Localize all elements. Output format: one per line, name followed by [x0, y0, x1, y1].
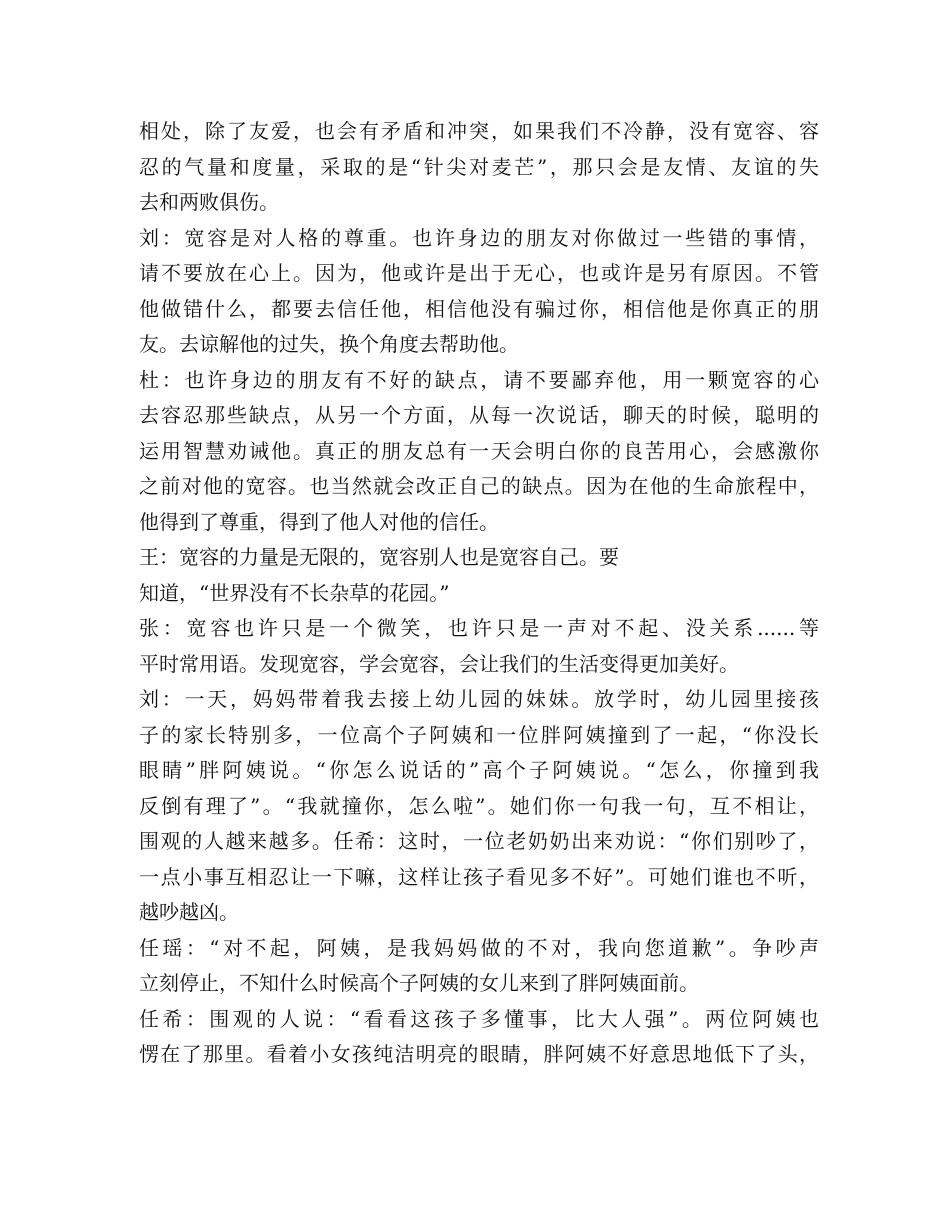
text-line: 知道，“世界没有不长杂草的花园。”: [139, 580, 450, 605]
text-line: 他做错什么，都要去信任他，相信他没有骗过你，相信他是你真正的朋: [139, 296, 819, 321]
document-page: [139, 114, 819, 1073]
text-line: 去和两败俱伤。: [139, 190, 279, 214]
text-line: 忍的气量和度量，采取的是“针尖对麦芒”，那只会是友情、友谊的失: [139, 154, 819, 179]
text-line: 一点小事互相忍让一下嘛，这样让孩子看见多不好”。可她们谁也不听，: [139, 864, 819, 889]
text-line: 平时常用语。发现宽容，学会宽容，会让我们的生活变得更加美好。: [139, 651, 739, 676]
text-line: 刘：宽容是对人格的尊重。也许身边的朋友对你做过一些错的事情，: [139, 225, 819, 250]
text-line: 请不要放在心上。因为，他或许是出于无心，也或许是另有原因。不管: [139, 261, 819, 285]
text-line: 去容忍那些缺点，从另一个方面，从每一次说话，聊天的时候，聪明的: [139, 403, 819, 427]
text-line: 越吵越凶。: [139, 900, 239, 924]
text-line: 他得到了尊重，得到了他人对他的信任。: [139, 509, 499, 534]
text-line: 反倒有理了”。“我就撞你，怎么啦”。她们你一句我一句，互不相让，: [139, 793, 819, 818]
text-line: 相处，除了友爱，也会有矛盾和冲突，如果我们不冷静，没有宽容、容: [139, 119, 819, 143]
text-line: 任希：围观的人说：“看看这孩子多懂事，比大人强”。两位阿姨也: [139, 1006, 819, 1031]
text-line: 立刻停止，不知什么时候高个子阿姨的女儿来到了胖阿姨面前。: [139, 971, 699, 995]
text-line: 任瑶：“对不起，阿姨，是我妈妈做的不对，我向您道歉”。争吵声: [139, 935, 819, 960]
text-line: 运用智慧劝诫他。真正的朋友总有一天会明白你的良苦用心，会感激你: [139, 438, 819, 463]
text-line: 友。去谅解他的过失，换个角度去帮助他。: [139, 332, 519, 356]
text-line: 围观的人越来越多。任希：这时，一位老奶奶出来劝说：“你们别吵了，: [139, 829, 819, 853]
text-line: 张：宽容也许只是一个微笑，也许只是一声对不起、没关系......等: [139, 616, 819, 640]
text-line: 愣在了那里。看着小女孩纯洁明亮的眼睛，胖阿姨不好意思地低下了头，: [139, 1042, 819, 1066]
text-line: 子的家长特别多，一位高个子阿姨和一位胖阿姨撞到了一起，“你没长: [139, 722, 819, 747]
text-line: 眼睛”胖阿姨说。“你怎么说话的”高个子阿姨说。“怎么，你撞到我: [139, 758, 819, 782]
text-line: 杜：也许身边的朋友有不好的缺点，请不要鄙弃他，用一颗宽容的心: [139, 367, 819, 392]
text-line: 刘：一天，妈妈带着我去接上幼儿园的妹妹。放学时，幼儿园里接孩: [139, 687, 819, 711]
text-line: 之前对他的宽容。也当然就会改正自己的缺点。因为在他的生命旅程中，: [139, 474, 819, 498]
text-line: 王：宽容的力量是无限的，宽容别人也是宽容自己。要: [139, 545, 619, 569]
